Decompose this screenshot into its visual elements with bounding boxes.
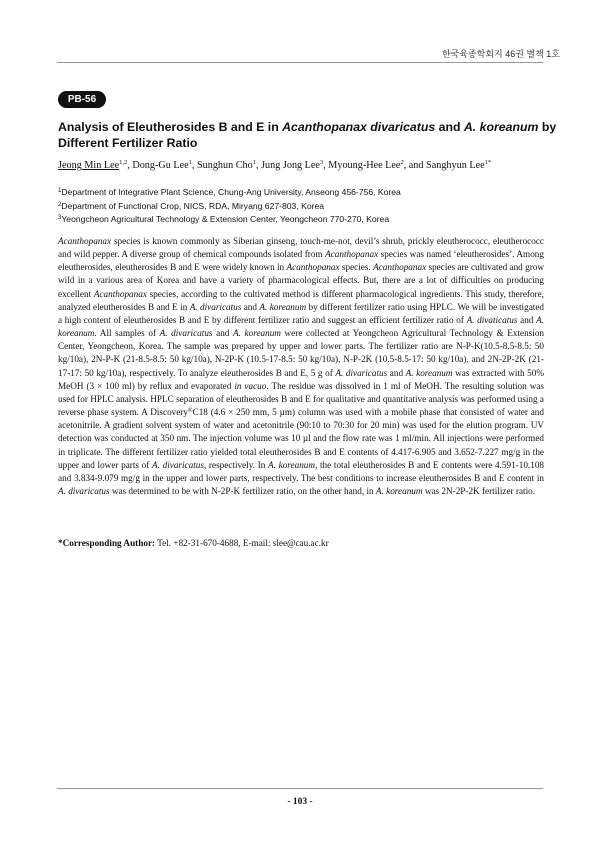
author-name: Sunghun Cho [196, 160, 253, 171]
abstract-id-badge: PB-56 [58, 91, 106, 108]
affiliation-line [58, 212, 558, 226]
abstract-text: , respectively. In [203, 459, 269, 470]
footer-rule [57, 788, 543, 789]
species-name: A. koreanum [268, 459, 316, 470]
species-name: A. divaricatus [189, 301, 242, 312]
author-name: Dong-Gu Lee [132, 160, 189, 171]
title-part: and [435, 120, 464, 134]
page-number: - 103 - [287, 797, 313, 807]
abstract-text: was extracted with 50% MeOH (3 × 100 ml) by reflux and evaporated [58, 367, 545, 391]
affiliation-text: Department of Functional Crop, NICS, RDA, Miryang 627-803, Korea [61, 200, 325, 211]
abstract-text: were collected at Yeongcheon Agricultural Technology & Extension Center, Yeongcheon, Korea. The sample was prepared by upper and lower parts. The fertilizer ratio are N-P-K(10.5-8.5-8.5: 50 kg/10a), 2N-P-K (21-8.5-8.5: 50 kg/10a), N-2P-K (10.5-17-8.5: 50 kg/10a), N-P-2K (10.5-8.5-17: 50 kg/10a), and 2N-2P-2K (21-17-17: 50 kg/10a), respectively. To analyze eleutherosides B and E, 5 g of [58, 328, 545, 378]
abstract-text: species. [339, 262, 374, 273]
abstract-text: C18 (4.6 × 250 mm, 5 µm) column was used with a mobile phase that consisted of water and acetonitrile. A gradient solvent system of water and acetonitrile (90:10 to 70:30 for 20 min) was used for the elution program. UV detection was conducted at 350 nm. The injection volume was 10 µl and the flow rate was 1 ml/min. All injections were performed in triplicate. The different fertilizer ratio yielded total eleutherosides B and E contents of 4.417-6.905 and 3.652-7.227 mg/g in the upper and lower parts of [58, 407, 544, 470]
author-separator: , [191, 160, 197, 171]
abstract-text: species was named ‘eleutherosides’. Among eleutherosides, eleutherosides B and E were widely known in [58, 249, 544, 273]
abstract-text: and [387, 367, 406, 378]
species-name: A. koreanum [405, 367, 453, 378]
title-species: A. koreanum [463, 120, 539, 134]
running-header: 한국육종학회지 46권 별책 1호 [441, 49, 560, 59]
affiliation-text: Yeongcheon Agricultural Technology & Extension Center, Yeongcheon 770-270, Korea [61, 214, 390, 224]
abstract-text: and [241, 301, 260, 312]
species-name: Acanthopanax [373, 262, 427, 273]
author-name: Sanghyun Lee [426, 160, 485, 171]
abstract-text: . The residue was dissolved in 1 ml of MeOH. The resulting solution was used for HPLC analysis. HPLC separation of eleutherosides B and E for qualitative and quantitative analysis was performed using a reverse phase system. A Discovery [58, 380, 544, 418]
affiliation-marker: 1 [58, 188, 62, 194]
header-rule [57, 62, 543, 63]
title-part: Analysis of Eleutherosides B and E in [58, 120, 283, 134]
species-name: A. divaricatus [58, 485, 110, 496]
author-list [58, 159, 558, 171]
title-species: Acanthopanax divaricatus [282, 120, 436, 134]
abstract-text: and [517, 314, 537, 325]
affiliation-marker: 3 [58, 215, 62, 221]
species-name: A. divaticatus [466, 314, 518, 325]
author-separator: , and [403, 160, 427, 171]
abstract-text: . All samples of [94, 328, 160, 339]
author-name: Jung Jong Lee [261, 160, 320, 171]
author-affiliation-marker: 2 [400, 159, 404, 166]
affiliation-text: Department of Integrative Plant Science, Chung-Ang University, Anseong 456-756, Korea [61, 187, 401, 197]
species-name: in vacuo [234, 380, 267, 391]
species-name: Acanthopanax [58, 236, 112, 246]
author-name: Jeong Min Lee [58, 160, 120, 171]
author-separator: , [256, 160, 262, 171]
species-name: A. koreanum [375, 485, 423, 496]
corresponding-label: *Corresponding Author: [58, 538, 156, 548]
author-name: Myoung-Hee Lee [328, 160, 401, 171]
author-affiliation-marker: 1 [252, 159, 256, 166]
abstract-text: was determined to be with N-2P-K fertilizer ratio, on the other hand, in [109, 485, 376, 496]
species-name: A. divaricatus [335, 367, 388, 378]
species-name: A. divaricatus [159, 328, 213, 339]
author-separator: , [127, 160, 133, 171]
affiliation-line [58, 185, 558, 199]
author-affiliation-marker: 1,2 [119, 159, 128, 166]
author-affiliation-marker: 1 [188, 159, 192, 166]
title-part: by Different Fertilizer Ratio [58, 120, 557, 150]
author-affiliation-marker: 3 [319, 159, 324, 166]
corresponding-contact: Tel. +82-31-670-4688, E-mail: slee@cau.ac.kr [155, 538, 329, 548]
species-name: A. divaricatus [152, 459, 204, 470]
abstract-text: species, according to the cultivated method is different pharmacological ingredients. This study, therefore, analyzed eleutherosides B and E in [58, 288, 544, 312]
affiliation-line [58, 199, 558, 213]
species-name: Acanthopanax [93, 288, 147, 299]
affiliation-list [58, 185, 558, 226]
abstract-text: , the total eleutherosides B and E contents were 4.591-10.108 and 3.834-9.079 mg/g in the upper and lower parts, respectively. The best conditions to increase eleutherosides B and E content in [58, 459, 545, 483]
species-name: A. koreanum [233, 328, 281, 339]
abstract-text: was 2N-2P-2K fertilizer ratio. [422, 485, 536, 496]
species-name: A. koreanum [58, 314, 544, 339]
author-separator: , [323, 160, 329, 171]
abstract-text: and [212, 328, 234, 339]
abstract-text: by different fertilizer ratio using HPLC. We will be investigated a high content of eleutherosides B and E by different fertilizer ratio and suggest an efficient fertilizer ratio of [58, 301, 544, 325]
abstract-text: species are cultivated and grow wild in a various area of Korea and have a variety of pharmacological effects. But, there are a lot of difficulties on producing excellent [58, 262, 544, 299]
paper-title [58, 119, 558, 151]
author-affiliation-marker: 1* [484, 159, 492, 166]
trademark-mark: ® [188, 408, 193, 415]
abstract-text: species is known commonly as Siberian ginseng, touch-me-not, devil’s shrub, prickly eleutherococc, eleutherococc and wild pepper. A diverse group of chemical compounds isolated from [58, 236, 544, 260]
species-name: Acanthopanax [325, 249, 379, 260]
abstract-body [58, 235, 544, 498]
species-name: Acanthopanax [286, 262, 340, 273]
species-name: A. koreanum [259, 301, 307, 312]
affiliation-marker: 2 [58, 201, 62, 208]
corresponding-author [58, 538, 544, 548]
